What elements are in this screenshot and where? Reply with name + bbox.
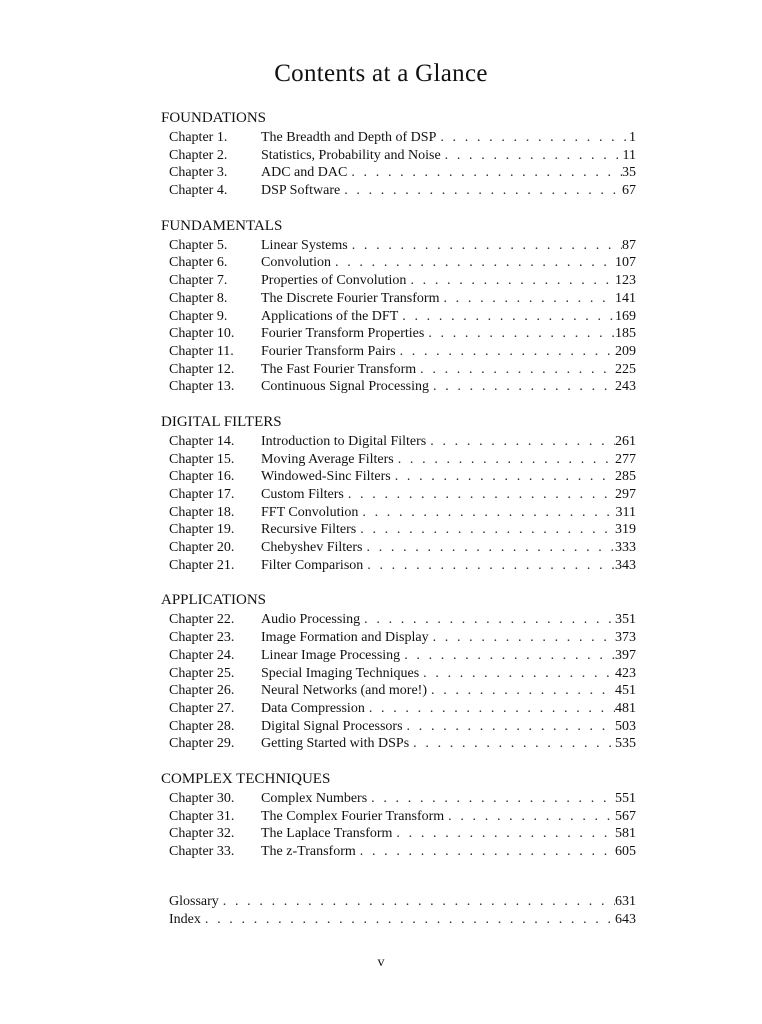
chapter-title: Chebyshev Filters	[261, 540, 363, 556]
chapter-title: Fourier Transform Pairs	[261, 343, 396, 359]
toc-entry[interactable]	[161, 378, 636, 396]
toc-part	[161, 412, 636, 575]
part-heading: APPLICATIONS	[161, 592, 267, 609]
chapter-title: DSP Software	[261, 183, 341, 199]
dot-leader	[367, 790, 615, 808]
dot-leader	[406, 272, 615, 290]
dot-leader	[427, 682, 615, 700]
chapter-page: 333	[615, 540, 636, 556]
back-matter-title: Index	[169, 911, 201, 927]
chapter-title: The Fast Fourier Transform	[261, 361, 417, 377]
chapter-label: Chapter 16.	[169, 469, 235, 485]
chapter-title: Recursive Filters	[261, 522, 357, 538]
dot-leader	[400, 647, 615, 665]
toc-entry[interactable]	[161, 290, 636, 308]
dot-leader	[219, 893, 615, 911]
chapter-title: Properties of Convolution	[261, 273, 407, 289]
chapter-title: The Complex Fourier Transform	[261, 808, 445, 824]
page-number: v	[377, 955, 385, 970]
dot-leader	[436, 129, 629, 147]
toc-entry[interactable]	[161, 735, 636, 753]
chapter-label: Chapter 6.	[169, 255, 228, 271]
chapter-page: 11	[622, 147, 636, 163]
chapter-title: Convolution	[261, 255, 332, 271]
toc-entry[interactable]	[161, 843, 636, 861]
chapter-label: Chapter 25.	[169, 665, 235, 681]
chapter-label: Chapter 14.	[169, 433, 235, 449]
chapter-page: 423	[615, 665, 636, 681]
chapter-title: Applications of the DFT	[261, 308, 399, 324]
dot-leader	[416, 361, 615, 379]
toc-entry[interactable]	[161, 521, 636, 539]
chapter-title: Filter Comparison	[261, 557, 364, 573]
chapter-page: 285	[615, 469, 636, 485]
back-matter-page: 643	[615, 911, 636, 927]
chapter-label: Chapter 22.	[169, 612, 235, 628]
chapter-page: 503	[615, 718, 636, 734]
chapter-label: Chapter 2.	[169, 147, 228, 163]
toc-entry[interactable]	[161, 164, 636, 182]
chapter-page: 35	[622, 165, 636, 181]
chapter-title: Continuous Signal Processing	[261, 379, 430, 395]
toc-entry[interactable]	[161, 611, 636, 629]
dot-leader	[429, 378, 615, 396]
table-of-contents	[161, 108, 636, 877]
dot-leader	[356, 843, 615, 861]
chapter-label: Chapter 15.	[169, 451, 235, 467]
dot-leader	[331, 254, 615, 272]
chapter-label: Chapter 5.	[169, 237, 228, 253]
dot-leader	[348, 237, 622, 255]
chapter-label: Chapter 8.	[169, 290, 228, 306]
chapter-page: 481	[615, 700, 636, 716]
chapter-label: Chapter 17.	[169, 487, 235, 502]
chapter-title: The Discrete Fourier Transform	[261, 290, 440, 306]
toc-entry[interactable]	[161, 629, 636, 647]
toc-entry[interactable]	[161, 254, 636, 272]
part-heading: FOUNDATIONS	[161, 110, 267, 126]
dot-leader	[439, 290, 615, 308]
chapter-page: 261	[615, 433, 636, 449]
dot-leader	[403, 718, 615, 736]
chapter-label: Chapter 29.	[169, 736, 235, 752]
toc-entry[interactable]	[161, 557, 636, 575]
chapter-title: Neural Networks (and more!)	[261, 683, 427, 699]
chapter-label: Chapter 19.	[169, 522, 235, 538]
dot-leader	[396, 343, 615, 361]
chapter-label: Chapter 9.	[169, 308, 228, 324]
toc-part	[161, 216, 636, 396]
chapter-page: 319	[615, 522, 636, 538]
toc-entry[interactable]	[161, 308, 636, 326]
toc-entry[interactable]	[161, 182, 636, 200]
toc-part	[161, 590, 636, 753]
toc-entry[interactable]	[161, 237, 636, 255]
chapter-title: Linear Image Processing	[261, 647, 401, 663]
dot-leader	[340, 182, 622, 200]
chapter-label: Chapter 7.	[169, 273, 228, 289]
chapter-label: Chapter 31.	[169, 808, 235, 824]
toc-entry[interactable]	[161, 361, 636, 379]
dot-leader	[409, 735, 615, 753]
toc-entry[interactable]	[161, 718, 636, 736]
dot-leader	[201, 911, 615, 929]
chapter-title: Getting Started with DSPs	[261, 736, 410, 752]
toc-entry[interactable]	[161, 147, 636, 165]
toc-part	[161, 769, 636, 861]
dot-leader	[426, 433, 615, 451]
chapter-label: Chapter 26.	[169, 683, 235, 699]
toc-entry[interactable]	[161, 700, 636, 718]
chapter-title: Data Compression	[261, 700, 365, 716]
toc-entry[interactable]	[161, 468, 636, 486]
chapter-page: 297	[615, 487, 636, 502]
chapter-page: 581	[615, 826, 636, 842]
chapter-label: Chapter 28.	[169, 718, 235, 734]
chapter-label: Chapter 24.	[169, 647, 235, 663]
chapter-page: 311	[615, 504, 636, 520]
chapter-page: 185	[615, 326, 636, 342]
chapter-label: Chapter 20.	[169, 540, 235, 556]
dot-leader	[360, 611, 615, 629]
toc-entry[interactable]	[161, 486, 636, 504]
back-matter-title: Glossary	[169, 894, 219, 909]
toc-entry[interactable]	[161, 504, 636, 522]
dot-leader	[356, 521, 615, 539]
chapter-label: Chapter 3.	[169, 165, 228, 181]
chapter-title: Complex Numbers	[261, 790, 368, 806]
chapter-label: Chapter 12.	[169, 361, 235, 377]
chapter-title: Fourier Transform Properties	[261, 326, 425, 342]
toc-entry[interactable]	[161, 665, 636, 683]
chapter-page: 169	[615, 308, 636, 324]
chapter-title: The z-Transform	[261, 844, 356, 859]
chapter-label: Chapter 4.	[169, 183, 228, 199]
chapter-label: Chapter 33.	[169, 844, 235, 859]
toc-part	[161, 108, 636, 200]
back-matter-entry[interactable]	[161, 911, 636, 929]
dot-leader	[441, 147, 623, 165]
chapter-page: 209	[615, 343, 636, 359]
dot-leader	[398, 308, 615, 326]
toc-entry[interactable]	[161, 325, 636, 343]
chapter-label: Chapter 23.	[169, 630, 235, 646]
toc-entry[interactable]	[161, 539, 636, 557]
chapter-title: Windowed-Sinc Filters	[261, 469, 391, 485]
back-matter-entry[interactable]	[161, 893, 636, 911]
page-title: Contents at a Glance	[274, 60, 488, 87]
dot-leader	[358, 504, 615, 522]
toc-entry[interactable]	[161, 272, 636, 290]
chapter-title: Image Formation and Display	[261, 630, 429, 646]
dot-leader	[444, 808, 615, 826]
chapter-label: Chapter 18.	[169, 504, 235, 520]
chapter-label: Chapter 13.	[169, 379, 235, 395]
chapter-page: 451	[615, 683, 636, 699]
chapter-page: 243	[615, 379, 636, 395]
toc-entry[interactable]	[161, 343, 636, 361]
toc-entry[interactable]	[161, 825, 636, 843]
chapter-page: 567	[615, 808, 636, 824]
dot-leader	[392, 825, 615, 843]
chapter-title: Audio Processing	[261, 612, 361, 628]
dot-leader	[391, 468, 615, 486]
chapter-page: 397	[615, 647, 636, 663]
chapter-page: 107	[615, 255, 636, 271]
back-matter-page: 631	[615, 894, 636, 909]
chapter-title: Moving Average Filters	[261, 451, 394, 467]
chapter-page: 87	[622, 237, 636, 253]
toc-entry[interactable]	[161, 433, 636, 451]
chapter-label: Chapter 11.	[169, 343, 234, 359]
chapter-title: Digital Signal Processors	[261, 718, 403, 734]
toc-entry[interactable]	[161, 808, 636, 826]
dot-leader	[344, 486, 615, 504]
part-heading: DIGITAL FILTERS	[161, 413, 282, 430]
chapter-page: 225	[615, 361, 636, 377]
dot-leader	[424, 325, 615, 343]
chapter-title: The Laplace Transform	[261, 826, 393, 842]
chapter-label: Chapter 32.	[169, 826, 235, 842]
chapter-page: 343	[615, 557, 636, 573]
chapter-title: Custom Filters	[261, 487, 344, 502]
dot-leader	[419, 665, 615, 683]
chapter-page: 605	[615, 844, 636, 859]
chapter-label: Chapter 30.	[169, 790, 235, 806]
chapter-page: 373	[615, 630, 636, 646]
chapter-title: Introduction to Digital Filters	[261, 433, 427, 449]
chapter-title: ADC and DAC	[261, 165, 348, 181]
back-matter-list	[161, 893, 636, 928]
chapter-page: 67	[622, 183, 636, 199]
chapter-page: 351	[615, 612, 636, 628]
dot-leader	[429, 629, 615, 647]
chapter-label: Chapter 21.	[169, 557, 235, 573]
toc-entry[interactable]	[161, 647, 636, 665]
chapter-page: 551	[615, 790, 636, 806]
toc-entry[interactable]	[161, 790, 636, 808]
chapter-label: Chapter 10.	[169, 326, 235, 342]
chapter-title: FFT Convolution	[261, 504, 359, 520]
dot-leader	[347, 164, 622, 182]
dot-leader	[363, 557, 615, 575]
chapter-label: Chapter 1.	[169, 130, 228, 145]
chapter-title: The Breadth and Depth of DSP	[261, 130, 437, 145]
dot-leader	[363, 539, 616, 557]
part-heading: COMPLEX TECHNIQUES	[161, 770, 331, 787]
chapter-title: Special Imaging Techniques	[261, 665, 420, 681]
chapter-page: 141	[615, 290, 636, 306]
chapter-page: 1	[629, 130, 636, 145]
toc-entry[interactable]	[161, 682, 636, 700]
toc-entry[interactable]	[161, 451, 636, 469]
part-heading: FUNDAMENTALS	[161, 217, 283, 234]
dot-leader	[394, 451, 615, 469]
chapter-label: Chapter 27.	[169, 700, 235, 716]
chapter-page: 123	[615, 273, 636, 289]
chapter-title: Statistics, Probability and Noise	[261, 147, 441, 163]
chapter-page: 535	[615, 736, 636, 752]
chapter-page: 277	[615, 451, 636, 467]
chapter-title: Linear Systems	[261, 237, 348, 253]
toc-entry[interactable]	[161, 129, 636, 147]
dot-leader	[365, 700, 615, 718]
